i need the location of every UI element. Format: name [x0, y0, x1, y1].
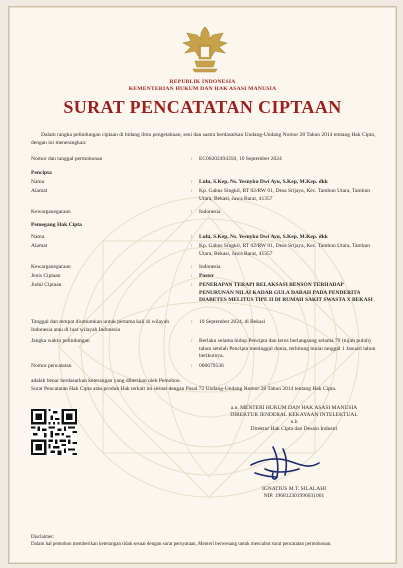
creator-citizenship-label: Kewarganegaraan — [31, 209, 71, 215]
closing-line-2: Surat Pencatatan Hak Cipta atau produk Hak terkait ini sesuai dengan Pasal 72 Undang-Undang Nomor 28 Tahun 2014 tentang Hak Cipta. — [31, 386, 337, 392]
holder-name-label: Nama — [31, 234, 45, 240]
closing-line-1: adalah benar berdasarkan keterangan yang diberikan oleh Pemohon. — [31, 378, 181, 384]
signatory-director: Direktur Hak Cipta dan Desain Industri — [250, 426, 338, 432]
colon: : — [191, 188, 193, 194]
application-label: Nomor dan tanggal permohonan — [31, 156, 103, 162]
work-title-label: Judul Ciptaan — [31, 282, 62, 288]
colon: : — [191, 234, 193, 240]
colon: : — [191, 156, 193, 162]
application-value: EC00202494350, 10 September 2024 — [199, 156, 282, 162]
qr-code — [31, 409, 77, 455]
creator-citizenship: Indonesia — [199, 209, 221, 215]
colon: : — [191, 282, 193, 288]
term-label: Jangka waktu pelindungan — [31, 338, 90, 344]
certificate-page — [8, 6, 397, 564]
handwritten-signature — [243, 439, 323, 483]
disclaimer-heading: Disclaimer: — [31, 535, 55, 540]
record-label: Nomor pencatatan — [31, 363, 72, 369]
creator-address: Kp. Gabus Singkil, RT 02/RW 01, Desa Srijaya, Kec. Tambun Utara, Tambun Utara, Bekasi, Jawa Barat, 41357 — [199, 188, 370, 202]
creator-address-label: Alamat — [31, 188, 48, 194]
holder-address-label: Alamat — [31, 243, 48, 249]
colon: : — [191, 264, 193, 270]
colon: : — [191, 209, 193, 215]
publication-label: Tanggal dan tempat diumumkan untuk pertama kali di wilayah Indonesia atau di luar wilayah Indonesia — [31, 319, 169, 333]
work-type-label: Jenis Ciptaan — [31, 273, 61, 279]
signatory-director-general: DIREKTUR JENDERAL KEKAYAAN INTELEKTUAL — [230, 412, 358, 418]
creator-name: Lulu, S.Kep, Ns. Yesnyku Dwi Ayu, S.Kep, M.Kep. dkk — [199, 179, 328, 185]
country-name: REPUBLIK INDONESIA — [169, 79, 236, 85]
garuda-emblem-icon — [177, 21, 233, 77]
colon: : — [191, 338, 193, 344]
publication-value: 10 September 2024, di Bekasi — [199, 319, 266, 325]
holder-name: Lulu, S.Kep, Ns. Yesnyku Dwi Ayu, S.Kep, M.Kep. dkk — [199, 234, 328, 240]
colon: : — [191, 319, 193, 325]
work-type: Poster — [199, 273, 214, 279]
holder-citizenship-label: Kewarganegaraan — [31, 264, 71, 270]
holder-heading: Pemegang Hak Cipta — [31, 222, 82, 228]
disclaimer-text: Dalam hal pemohon memberikan keterangan tidak sesuai dengan surat pernyataan, Menteri berwenang untuk mencabut surat pencatatan permohonan. — [31, 542, 332, 547]
colon: : — [191, 273, 193, 279]
intro-paragraph: Dalam rangka pelindungan ciptaan di bidang ilmu pengetahuan, seni dan sastra berdasarkan Undang-Undang Nomor 28 Tahun 2014 tentang Hak Cipta, dengan ini menerangkan: — [31, 132, 376, 146]
colon: : — [191, 179, 193, 185]
term-value: Berlaku selama hidup Pencipta dan terus berlangsung selama 70 (tujuh puluh) tahun setelah Pencipta meninggal dunia, terhitung mulai tanggal 1 Januari tahun berikutnya. — [199, 338, 376, 359]
signatory-on-behalf: a.n. MENTERI HUKUM DAN HAK ASASI MANUSIA — [230, 405, 358, 411]
disclaimer — [31, 534, 381, 548]
creator-name-label: Nama — [31, 179, 45, 185]
work-title: PENERAPAN TERAPI RELAKSASI BENSON TERHADAP PENURUNAN NILAI KADAR GULA DARAH PADA PENDERITA DIABETES MELITUS TIPE II DI RUMAH SAKIT SWASTA X BEKASI — [199, 282, 373, 303]
record-number: 000679536 — [199, 363, 224, 369]
ministry-name: KEMENTERIAN HUKUM DAN HAK ASASI MANUSIA — [128, 86, 277, 92]
signatory-name: IGNATIUS M.T. SILALAHI — [261, 486, 327, 492]
document-title: SURAT PENCATATAN CIPTAAN — [63, 97, 342, 117]
signatory-ub: u.b — [290, 419, 298, 425]
colon: : — [191, 363, 193, 369]
signatory-nip: NIP. 196812301996031001 — [263, 493, 325, 499]
holder-address: Kp. Gabus Singkil, RT 02/RW 01, Desa Srijaya, Kec. Tambun Utara, Tambun Utara, Bekasi, Jawa Barat, 41357 — [199, 243, 370, 257]
creator-heading: Pencipta — [31, 170, 52, 176]
colon: : — [191, 243, 193, 249]
holder-citizenship: Indonesia — [199, 264, 221, 270]
